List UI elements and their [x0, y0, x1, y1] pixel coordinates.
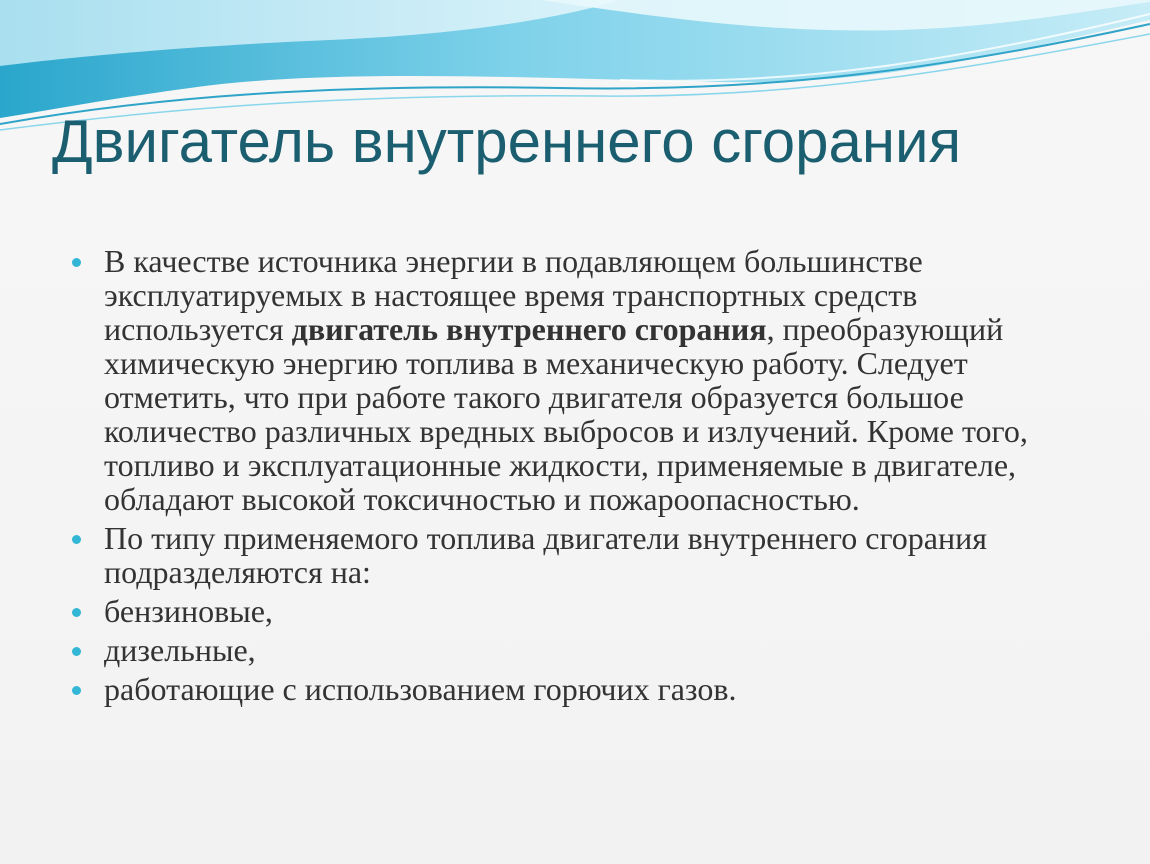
list-item [70, 521, 1080, 589]
bullet-icon [72, 535, 81, 544]
bullet-icon [72, 608, 81, 617]
bullet-icon [72, 647, 81, 656]
list-item-text: дизельные, [104, 632, 256, 668]
list-item-text: работающие с использованием горючих газов. [104, 671, 737, 707]
list-item-bold-term: двигатель внутреннего сгорания [291, 311, 767, 347]
bullet-list [70, 244, 1080, 711]
bullet-icon [72, 258, 81, 267]
list-item [70, 633, 1080, 667]
list-item-text-before: В качестве источника энергии в подавляющем большинстве эксплуатируемых в настоящее время транспортных средств используется [104, 243, 923, 347]
list-item [70, 244, 1080, 516]
list-item-text: По типу применяемого топлива двигатели внутреннего сгорания подразделяются на: [104, 520, 987, 590]
list-item-text: бензиновые, [104, 593, 273, 629]
list-item [70, 594, 1080, 628]
bullet-icon [72, 686, 81, 695]
slide-title: Двигатель внутреннего сгорания [52, 108, 962, 175]
list-item [70, 672, 1080, 706]
list-item-text-after: , преобразующий химическую энергию топлива в механическую работу. Следует отметить, что при работе такого двигателя образуется большое количество различных вредных выбросов и излучений. Кроме того, топливо и эксплуатационные жидкости, применяемые в двигателе, обладают высокой токсичностью и пожароопасностью. [104, 311, 1028, 517]
